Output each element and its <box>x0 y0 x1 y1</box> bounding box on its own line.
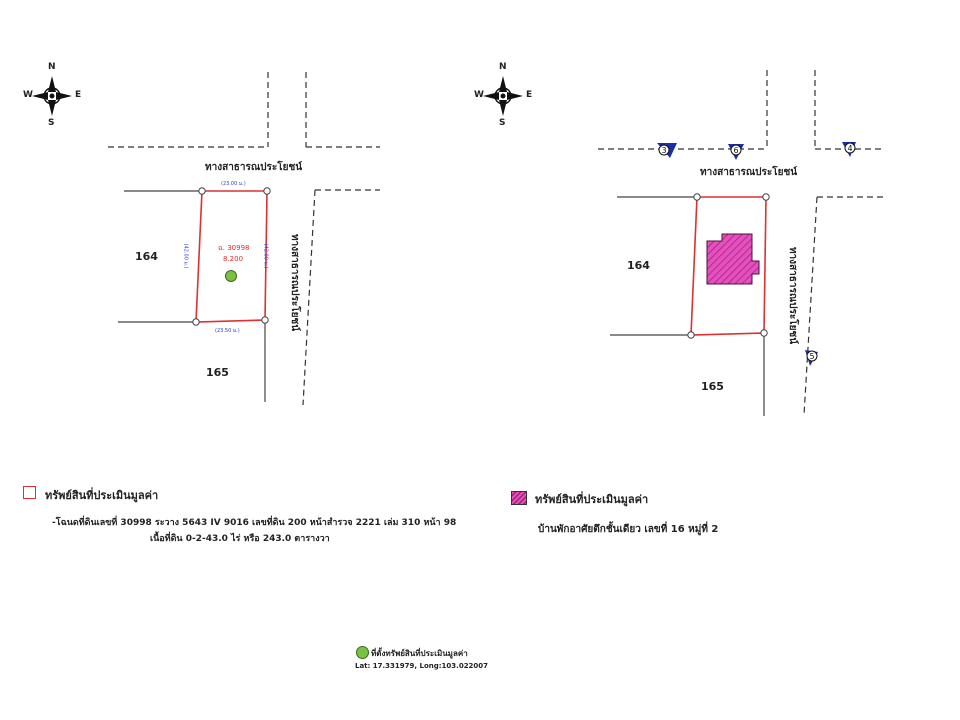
road-marker-6-label: 6 <box>733 146 739 155</box>
road-lines-left <box>108 72 380 405</box>
deed-label: ฉ. 30998 <box>218 244 250 252</box>
parcel-164-left: 164 <box>135 250 158 263</box>
legend-right-title: ทรัพย์สินที่ประเมินมูลค่า <box>535 493 649 506</box>
road-label-side-right: ทางสาธารณประโยชน์ <box>787 246 799 345</box>
road-label-top-left: ทางสาธารณประโยชน์ <box>205 162 303 173</box>
compass-w-right: W <box>474 90 484 100</box>
dim-top: (23.00 ม.) <box>221 181 246 187</box>
location-coords: Lat: 17.331979, Long:103.022007 <box>355 662 489 670</box>
dim-left: (42.00 ม.) <box>182 243 189 269</box>
compass-n-right: N <box>499 62 507 72</box>
compass-rose-left <box>32 76 72 116</box>
compass-w-left: W <box>23 90 33 100</box>
parcel-lines-left <box>118 191 265 402</box>
road-marker-5 <box>805 350 818 366</box>
boundary-legend-swatch <box>23 486 36 499</box>
compass-s-right: S <box>499 118 506 128</box>
compass-rose-right <box>483 76 523 116</box>
road-label-top-right: ทางสาธารณประโยชน์ <box>700 167 798 178</box>
legend-left-line1: -โฉนดที่ดินเลขที่ 30998 ระวาง 5643 IV 9016 เลขที่ดิน 200 หน้าสำรวจ 2221 เล่ม 310 หน้า 98 <box>52 518 457 528</box>
legend-left-title: ทรัพย์สินที่ประเมินมูลค่า <box>45 489 159 502</box>
location-dot-left <box>226 271 237 282</box>
compass-s-left: S <box>48 118 55 128</box>
parcel-165-right: 165 <box>701 380 724 393</box>
compass-e-right: E <box>526 90 533 100</box>
compass-e-left: E <box>75 90 82 100</box>
dim-bottom: (23.50 ม.) <box>215 328 240 334</box>
legend-right-line1: บ้านพักอาศัยตึกชั้นเดียว เลขที่ 16 หมู่ที่ 2 <box>538 524 719 535</box>
dim-right: (42.00 ม.) <box>262 243 269 269</box>
parcel-lines-right <box>610 197 764 416</box>
location-label: ที่ตั้งทรัพย์สินที่ประเมินมูลค่า <box>371 649 468 658</box>
road-marker-4 <box>842 142 856 157</box>
parcel-164-right: 164 <box>627 259 650 272</box>
road-label-side-left: ทางสาธารณประโยชน์ <box>289 233 301 332</box>
building-footprint <box>707 234 759 284</box>
road-marker-3-label: 3 <box>661 146 667 155</box>
road-marker-6 <box>728 144 744 160</box>
location-legend-dot <box>356 646 369 659</box>
road-marker-3 <box>657 143 677 158</box>
parcel-165-left: 165 <box>206 366 229 379</box>
deed-number: 8.200 <box>223 255 244 263</box>
compass-n-left: N <box>48 62 56 72</box>
building-legend-swatch <box>511 491 527 505</box>
legend-left-line2: เนื้อที่ดิน 0-2-43.0 ไร่ หรือ 243.0 ตารางวา <box>150 534 330 544</box>
road-marker-4-label: 4 <box>847 144 853 153</box>
road-marker-5-label: 5 <box>809 352 815 361</box>
